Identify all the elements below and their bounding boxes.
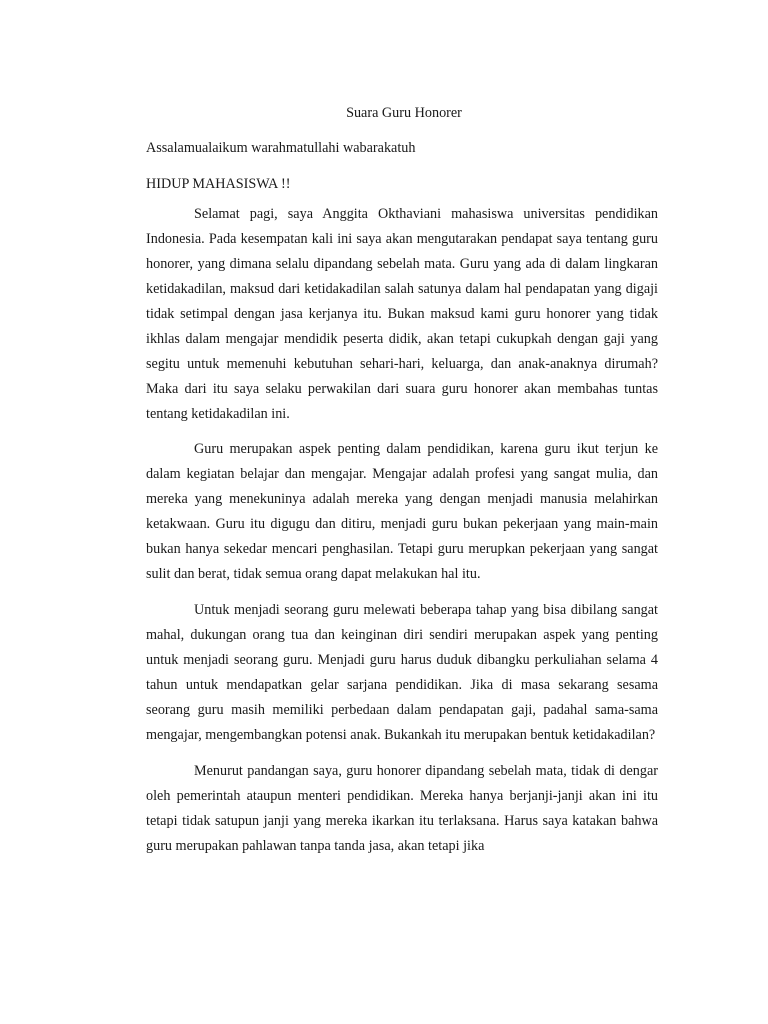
paragraph-4: Menurut pandangan saya, guru honorer dipandang sebelah mata, tidak di dengar oleh pemerintah ataupun menteri pendidikan. Mereka hanya berjanji-janji akan ini itu tetapi tidak satupun janji yang mereka ikarkan itu terlaksana. Harus saya katakan bahwa guru merupakan pahlawan tanpa tanda jasa, akan tetapi jika — [146, 763, 658, 854]
paragraph-3: Untuk menjadi seorang guru melewati beberapa tahap yang bisa dibilang sangat mahal, dukungan orang tua dan keinginan diri sendiri merupakan aspek yang penting untuk menjadi seorang guru. Menjadi guru harus duduk dibangku perkuliahan selama 4 tahun untuk mendapatkan gelar sarjana pendidikan. Jika di masa sekarang sesama seorang guru masih memiliki perbedaan dalam pendapatan gaji, padahal sama-sama mengajar, mengembangkan potensi anak. Bukankah itu merupakan bentuk ketidakadilan? — [146, 602, 658, 743]
document-body — [146, 202, 658, 869]
paragraph-1: Selamat pagi, saya Anggita Okthaviani mahasiswa universitas pendidikan Indonesia. Pada kesempatan kali ini saya akan mengutarakan pendapat saya tentang guru honorer, yang dimana selalu dipandang sebelah mata. Guru yang ada di dalam lingkaran ketidakadilan, maksud dari ketidakadilan salah satunya dalam hal pendapatan yang digaji tidak setimpal dengan jasa kerjanya itu. Bukan maksud kami guru honorer yang tidak ikhlas dalam mengajar mendidik peserta didik, akan tetapi cukupkah dengan gaji yang segitu untuk memenuhi kebutuhan sehari-hari, keluarga, dan anak-anaknya dirumah? Maka dari itu saya selaku perwakilan dari suara guru honorer akan membahas tuntas tentang ketidakadilan ini. — [146, 206, 658, 422]
paragraph-2: Guru merupakan aspek penting dalam pendidikan, karena guru ikut terjun ke dalam kegiatan belajar dan mengajar. Mengajar adalah profesi yang sangat mulia, dan mereka yang menekuninya adalah mereka yang dengan menjadi manusia melahirkan ketakwaan. Guru itu digugu dan ditiru, menjadi guru bukan pekerjaan yang main-main bukan hanya sekedar mencari penghasilan. Tetapi guru merupkan pekerjaan yang sangat sulit dan berat, tidak semua orang dapat melakukan hal itu. — [146, 441, 658, 582]
document-title: Suara Guru Honorer — [346, 105, 462, 121]
greeting-line: Assalamualaikum warahmatullahi wabarakatuh — [146, 140, 416, 156]
slogan-line: HIDUP MAHASISWA !! — [146, 176, 291, 192]
